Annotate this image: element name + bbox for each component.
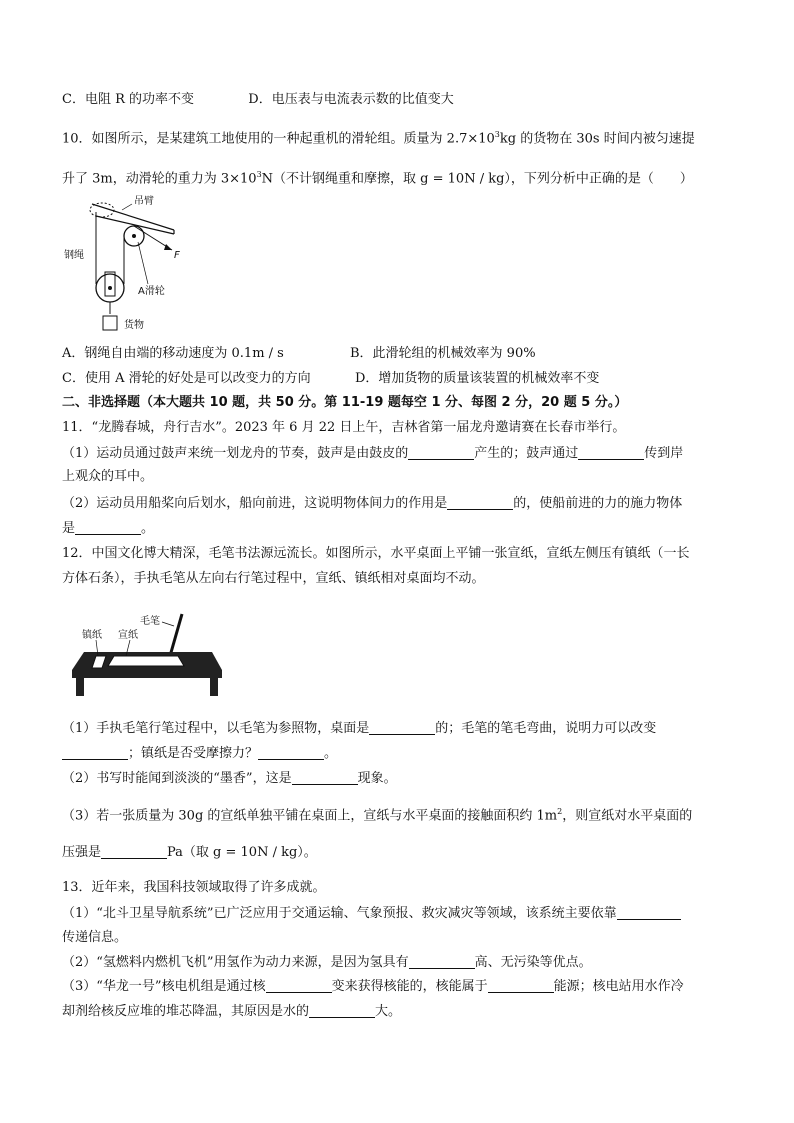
q12-blank-3[interactable]	[258, 745, 324, 760]
q13-blank-1[interactable]	[617, 905, 681, 920]
q10-stem-line2: 升了 3m，动滑轮的重力为 $3\times 10^3N$（不计钢绳重和摩擦，取 g = 10N / kg），下列分析中正确的是（ ）	[62, 170, 693, 187]
q12-part2: （2）书写时能闻到淡淡的“墨香”，这是 现象。	[62, 771, 397, 786]
q12-blank-1[interactable]	[369, 720, 435, 735]
q12-part3-line1: （3）若一张质量为 30g 的宣纸单独平铺在桌面上，宣纸与水平桌面的接触面积约 $1m^2$，则宣纸对水平桌面的	[62, 807, 693, 824]
q11-blank-3[interactable]	[447, 495, 513, 510]
section-2-heading: 二、非选择题（本大题共 10 题，共 50 分。第 11-19 题每空 1 分、每图 2 分，20 题 5 分。）	[62, 395, 628, 410]
q10-crane-figure	[62, 192, 192, 342]
q13-part1-line1: （1）“北斗卫星导航系统”已广泛应用于交通运输、气象预报、救灾减灾等领域，该系统主要依靠	[62, 905, 681, 923]
label-rope: 钢绳	[64, 250, 84, 261]
q12-part1-line1: （1）手执毛笔行笔过程中，以毛笔为参照物，桌面是 的；毛笔的笔毛弯曲，说明力可以改变	[62, 721, 657, 736]
q12-blank-5[interactable]	[101, 844, 167, 859]
label-paperweight: 镇纸	[82, 630, 102, 641]
q13-part2: （2）“氢燃料内燃机飞机”用氢作为动力来源，是因为氢具有 高、无污染等优点。	[62, 955, 592, 970]
q13-stem: 13．近年来，我国科技领域取得了许多成就。	[62, 880, 326, 895]
q10-option-row-1	[62, 345, 284, 363]
q12-stem-line1: 12．中国文化博大精深，毛笔书法源远流长。如图所示，水平桌面上平铺一张宣纸，宣纸左侧压有镇纸（一长	[62, 546, 690, 561]
label-xuan-paper: 宣纸	[118, 630, 138, 641]
q10-option-row-2b	[355, 370, 599, 388]
q11-part1-line1: （1）运动员通过鼓声来统一划龙舟的节奏，鼓声是由鼓皮的 产生的；鼓声通过 传到岸	[62, 446, 684, 461]
q12-blank-2[interactable]	[62, 745, 128, 760]
label-pulley-a: A滑轮	[138, 286, 165, 297]
label-cargo: 货物	[124, 320, 144, 331]
q12-blank-4[interactable]	[292, 770, 358, 785]
q13-blank-2[interactable]	[409, 954, 475, 969]
q12-part3-line2: 压强是 Pa（取 g = 10N / kg）。	[62, 845, 317, 860]
q13-part3-line2: 却剂给核反应堆的堆芯降温，其原因是水的 大。	[62, 1004, 402, 1019]
q13-part3-line1: （3）“华龙一号”核电机组是通过核 变来获得核能的，核能属于 能源；核电站用水作冷	[62, 979, 684, 994]
q9-option-d: D．电压表与电流表示数的比值变大	[248, 92, 454, 107]
q11-stem: 11．“龙腾春城，舟行吉水”。2023 年 6 月 22 日上午，吉林省第一届龙舟邀请赛在长春市举行。	[62, 420, 626, 435]
q11-part2-line1: （2）运动员用船桨向后划水，船向前进，这说明物体间力的作用是 的，使船前进的力的施力物体	[62, 496, 683, 511]
q11-part1-line2: 上观众的耳中。	[62, 469, 154, 484]
q10-stem-line1: 10．如图所示，是某建筑工地使用的一种起重机的滑轮组。质量为 $2.7\times 10^3kg$ 的货物在 30s 时间内被匀速提	[62, 130, 695, 147]
q9-option-c: C．电阻 R 的功率不变	[62, 92, 194, 107]
q10-option-b: B．此滑轮组的机械效率为 90%	[350, 346, 536, 361]
label-boom: 吊臂	[134, 196, 154, 207]
q9-option-row	[62, 91, 454, 109]
label-brush: 毛笔	[140, 616, 160, 627]
q13-blank-5[interactable]	[309, 1003, 375, 1018]
q13-blank-3[interactable]	[266, 978, 332, 993]
q10-option-c: C．使用 A 滑轮的好处是可以改变力的方向	[62, 371, 311, 386]
q13-blank-4[interactable]	[488, 978, 554, 993]
q11-blank-1[interactable]	[408, 445, 474, 460]
q11-blank-2[interactable]	[578, 445, 644, 460]
label-force: F	[174, 250, 180, 261]
q10-option-row-2	[62, 370, 311, 388]
q10-option-d: D．增加货物的质量该装置的机械效率不变	[355, 371, 600, 386]
q10-option-a: A．钢绳自由端的移动速度为 0.1m / s	[62, 346, 284, 361]
q12-stem-line2: 方体石条），手执毛笔从左向右行笔过程中，宣纸、镇纸相对桌面均不动。	[62, 571, 485, 586]
q11-blank-4[interactable]	[75, 520, 141, 535]
q13-part1-line2: 传递信息。	[62, 930, 128, 945]
q12-desk-figure	[66, 612, 226, 698]
q12-part1-line2: ；镇纸是否受摩擦力？ 。	[62, 745, 337, 763]
q11-part2-line2: 是 。	[62, 521, 155, 536]
q10-option-row-1b	[350, 345, 536, 363]
